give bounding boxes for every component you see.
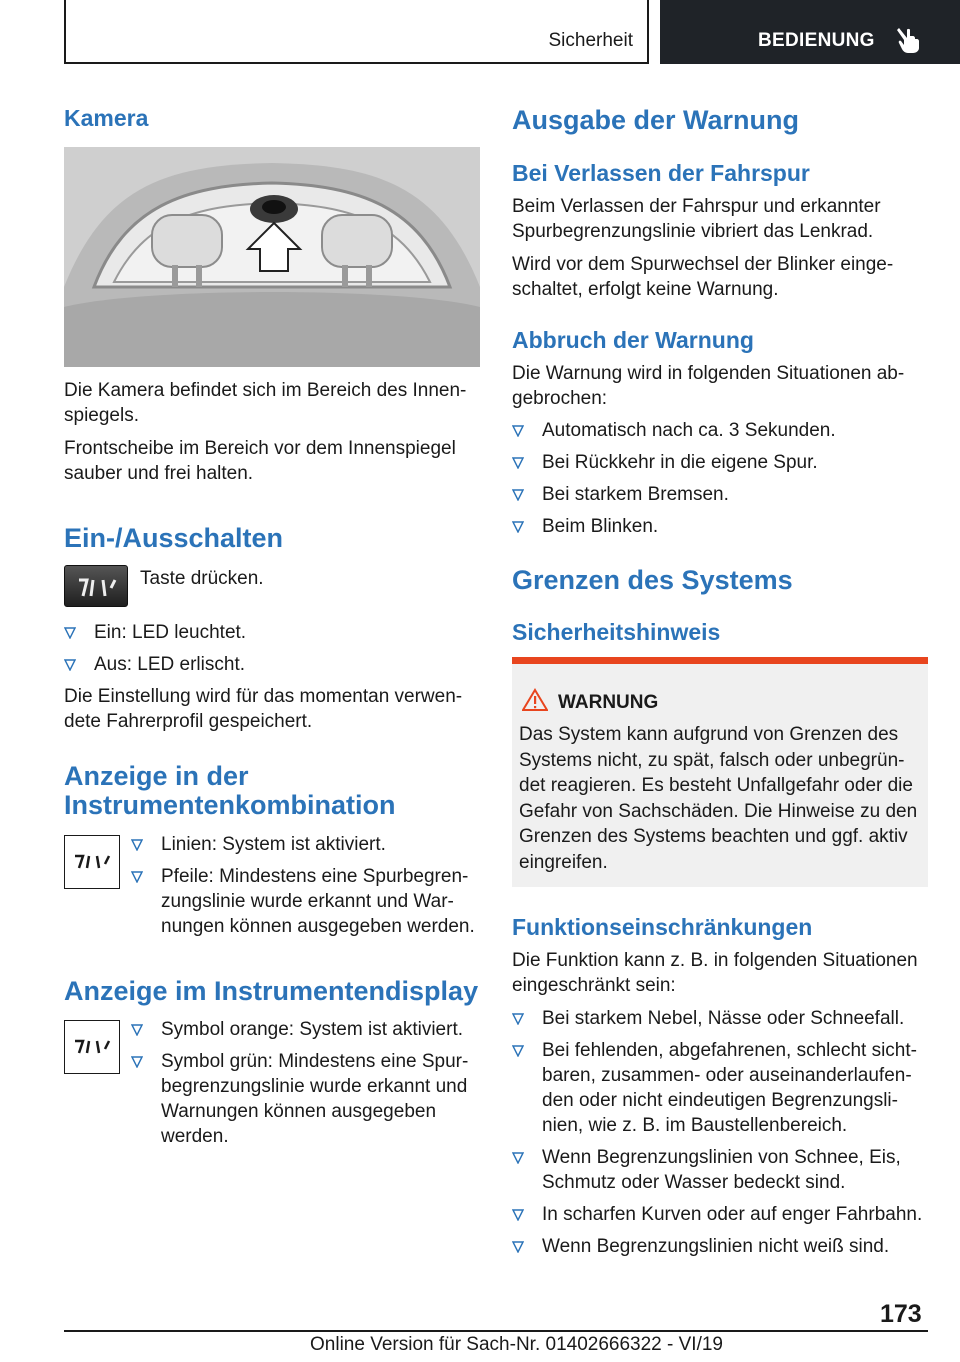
list-item <box>64 620 480 645</box>
bullet-triangle-icon <box>512 425 524 437</box>
onoff-instruction: Taste drücken. <box>140 568 264 589</box>
bullet-triangle-icon <box>512 1152 524 1164</box>
footer-online-version: Online Version für Sach-Nr. 01402666322 - VI/19 <box>310 1334 723 1355</box>
safety-heading: Sicherheitshinweis <box>512 619 721 645</box>
cluster-list <box>131 832 480 946</box>
list-item-text: Automatisch nach ca. 3 Sekunden. <box>542 420 836 441</box>
list-item <box>512 1202 928 1227</box>
camera-illustration <box>64 147 480 367</box>
list-item <box>512 418 928 443</box>
list-item-text: Linien: System ist aktiviert. <box>161 834 386 855</box>
list-item-text: Aus: LED erlischt. <box>94 654 245 675</box>
header-chapter-box <box>660 0 960 64</box>
list-item <box>131 1017 480 1042</box>
leave-text-2: Wird vor dem Spurwechsel der Blinker einge-schaltet, erfolgt keine Warnung. <box>512 254 894 300</box>
display-list <box>131 1017 480 1156</box>
list-item <box>512 1234 928 1259</box>
onoff-heading: Ein-/Ausschalten <box>64 523 284 553</box>
list-item <box>64 652 480 677</box>
bullet-triangle-icon <box>512 489 524 501</box>
camera-text-2: Frontscheibe im Bereich vor dem Innenspiegel sauber und frei halten. <box>64 438 456 484</box>
list-item <box>512 482 928 507</box>
list-item-text: In scharfen Kurven oder auf enger Fahrbahn. <box>542 1204 923 1225</box>
list-item <box>512 450 928 475</box>
warning-box <box>512 657 928 887</box>
list-item-text: Symbol grün: Mindestens eine Spur-begrenzungslinie wurde erkannt und Warnungen können ausgegeben werden. <box>161 1051 469 1147</box>
bullet-triangle-icon <box>131 871 143 883</box>
bullet-triangle-icon <box>512 457 524 469</box>
bullet-triangle-icon <box>64 627 76 639</box>
hand-pointer-icon <box>896 26 922 54</box>
cluster-heading-line-1: Anzeige in der <box>64 761 249 791</box>
list-item-text: Bei starkem Nebel, Nässe oder Schneefall. <box>542 1008 905 1029</box>
bullet-triangle-icon <box>512 1045 524 1057</box>
bullet-triangle-icon <box>512 1241 524 1253</box>
list-item <box>512 1038 928 1138</box>
cluster-heading-line-2: Instrumentenkombination <box>64 790 396 820</box>
list-item <box>512 1145 928 1195</box>
list-item-text: Symbol orange: System ist aktiviert. <box>161 1019 463 1040</box>
header-chapter-title: BEDIENUNG <box>758 30 875 51</box>
func-text: Die Funktion kann z. B. in folgenden Situationen eingeschränkt sein: <box>512 950 918 996</box>
bullet-triangle-icon <box>512 521 524 533</box>
leave-text-1: Beim Verlassen der Fahrspur und erkannter Spurbegrenzungslinie vibriert das Lenkrad. <box>512 196 881 242</box>
camera-image <box>64 147 480 367</box>
warning-title: WARNUNG <box>558 692 659 713</box>
abort-text: Die Warnung wird in folgenden Situationen ab-gebrochen: <box>512 363 905 409</box>
list-item-text: Bei starkem Bremsen. <box>542 484 729 505</box>
header-section-title: Sicherheit <box>548 30 633 51</box>
output-heading: Ausgabe der Warnung <box>512 105 800 135</box>
list-item-text: Wenn Begrenzungslinien nicht weiß sind. <box>542 1236 890 1257</box>
onoff-note: Die Einstellung wird für das momentan verwen-dete Fahrerprofil gespeichert. <box>64 686 463 732</box>
camera-heading: Kamera <box>64 105 149 131</box>
warning-text: Das System kann aufgrund von Grenzen des Systems nicht, zu spät, falsch oder unbegrün-det reagieren. Es besteht Unfallgefahr oder die Gefahr von Sachschäden. Die Hinweise zu den Grenzen des Systems beachten und ggf. aktiv eingreifen. <box>519 724 918 873</box>
bullet-triangle-icon <box>512 1013 524 1025</box>
bullet-triangle-icon <box>512 1209 524 1221</box>
list-item <box>131 832 480 857</box>
list-item <box>512 1006 928 1031</box>
list-item-text: Pfeile: Mindestens eine Spurbegren-zungslinie wurde erkannt und War-nungen können ausgegeben werden. <box>161 866 475 937</box>
bullet-triangle-icon <box>131 839 143 851</box>
onoff-list <box>64 620 480 684</box>
list-item-text: Beim Blinken. <box>542 516 659 537</box>
warning-triangle-icon <box>522 688 548 712</box>
bullet-triangle-icon <box>131 1024 143 1036</box>
list-item <box>512 514 928 539</box>
footer-divider <box>64 1330 928 1332</box>
page-number: 173 <box>880 1300 922 1328</box>
display-heading: Anzeige im Instrumentendisplay <box>64 976 479 1006</box>
list-item-text: Ein: LED leuchtet. <box>94 622 247 643</box>
limits-heading: Grenzen des Systems <box>512 565 793 595</box>
camera-text-1: Die Kamera befindet sich im Bereich des Innen-spiegels. <box>64 380 467 426</box>
lane-display-icon <box>64 1020 120 1074</box>
bullet-triangle-icon <box>131 1056 143 1068</box>
bullet-triangle-icon <box>64 659 76 671</box>
func-list <box>512 1006 928 1266</box>
abort-heading: Abbruch der Warnung <box>512 327 754 353</box>
abort-list <box>512 418 928 546</box>
leave-heading: Bei Verlassen der Fahrspur <box>512 160 810 186</box>
list-item <box>131 864 480 939</box>
func-heading: Funktionseinschränkungen <box>512 914 813 940</box>
lane-button-icon <box>64 565 128 607</box>
header-section-box <box>64 0 649 64</box>
lane-display-icon <box>64 835 120 889</box>
list-item-text: Bei fehlenden, abgefahrenen, schlecht sicht-baren, zusammen- oder auseinanderlaufen-den oder nicht eindeutigen Begrenzungsli-nien, wie z. B. im Baustellenbereich. <box>542 1040 917 1136</box>
list-item-text: Bei Rückkehr in die eigene Spur. <box>542 452 818 473</box>
list-item <box>131 1049 480 1149</box>
list-item-text: Wenn Begrenzungslinien von Schnee, Eis, Schmutz oder Wasser bedeckt sind. <box>542 1147 901 1193</box>
